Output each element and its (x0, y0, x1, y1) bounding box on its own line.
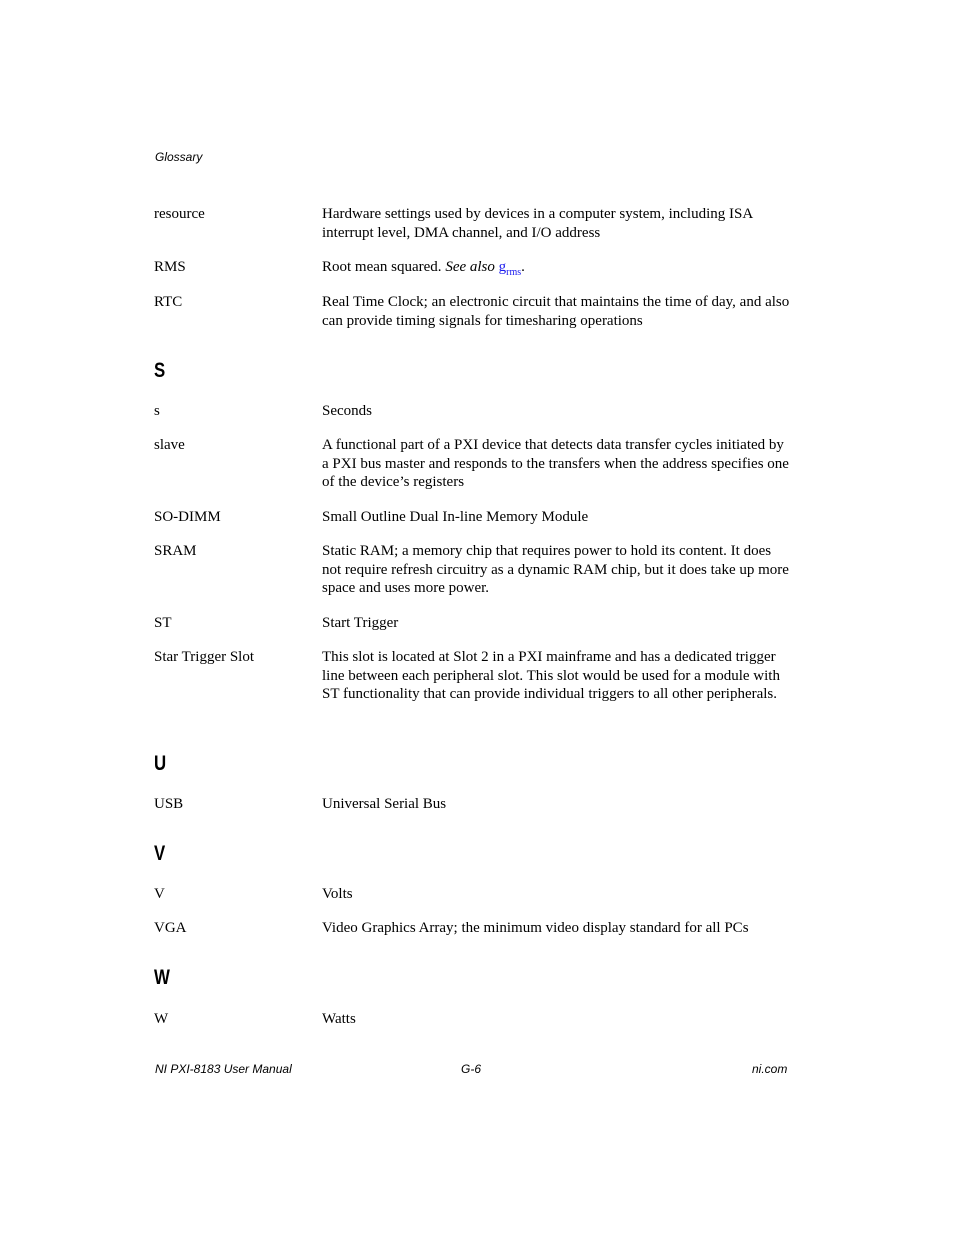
glossary-definition: Watts (322, 1011, 356, 1027)
glossary-term: ST (154, 615, 172, 631)
glossary-definition: Static RAM; a memory chip that requires power to hold its content. It does not require refresh circuitry as a dynamic RAM chip, but it does take up more space and uses more power. (322, 543, 789, 597)
glossary-term: resource (154, 206, 205, 222)
section-heading-w: W (154, 966, 170, 989)
section-heading-s: S (154, 359, 166, 382)
glossary-definition: Video Graphics Array; the minimum video display standard for all PCs (322, 920, 749, 936)
glossary-term: SO-DIMM (154, 509, 221, 525)
glossary-definition: Hardware settings used by devices in a computer system, including ISA interrupt level, DMA channel, and I/O address (322, 206, 753, 241)
footer-manual-title: NI PXI-8183 User Manual (155, 1062, 292, 1076)
section-heading-u: U (154, 752, 167, 775)
glossary-definition: This slot is located at Slot 2 in a PXI mainframe and has a dedicated trigger line between each peripheral slot. This slot would be used for a module with ST functionality that can provide individual triggers to all other peripherals. (322, 649, 780, 703)
section-heading-v: V (154, 842, 166, 865)
glossary-definition: Universal Serial Bus (322, 796, 447, 812)
glossary-definition: Small Outline Dual In-line Memory Module (322, 509, 589, 525)
glossary-term: RMS (154, 259, 186, 275)
footer-website-link[interactable]: ni.com (752, 1062, 788, 1076)
glossary-definition: Seconds (322, 403, 372, 419)
glossary-term: slave (154, 437, 185, 453)
period: . (521, 259, 525, 275)
glossary-definition: Volts (322, 886, 353, 902)
link-subscript: rms (506, 267, 522, 278)
link-base: g (498, 259, 507, 275)
glossary-definition (322, 258, 790, 283)
glossary-term: VGA (154, 920, 187, 936)
glossary-term: W (154, 1011, 169, 1027)
glossary-definition: Start Trigger (322, 615, 399, 631)
glossary-term: s (154, 403, 160, 419)
running-header: Glossary (155, 150, 203, 164)
grms-link[interactable] (498, 259, 522, 278)
glossary-term: USB (154, 796, 184, 812)
glossary-term: SRAM (154, 543, 197, 559)
see-also-label: See also (445, 259, 495, 275)
glossary-definition: A functional part of a PXI device that detects data transfer cycles initiated by a PXI bus master and responds to the transfers when the address specifies one of the device’s registers (322, 437, 789, 491)
glossary-term: RTC (154, 294, 183, 310)
glossary-term: V (154, 886, 165, 902)
glossary-term: Star Trigger Slot (154, 649, 255, 665)
definition-text: Root mean squared. (322, 259, 442, 275)
glossary-definition: Real Time Clock; an electronic circuit that maintains the time of day, and also can provide timing signals for timesharing operations (322, 294, 790, 329)
footer-page-number: G-6 (461, 1062, 482, 1076)
